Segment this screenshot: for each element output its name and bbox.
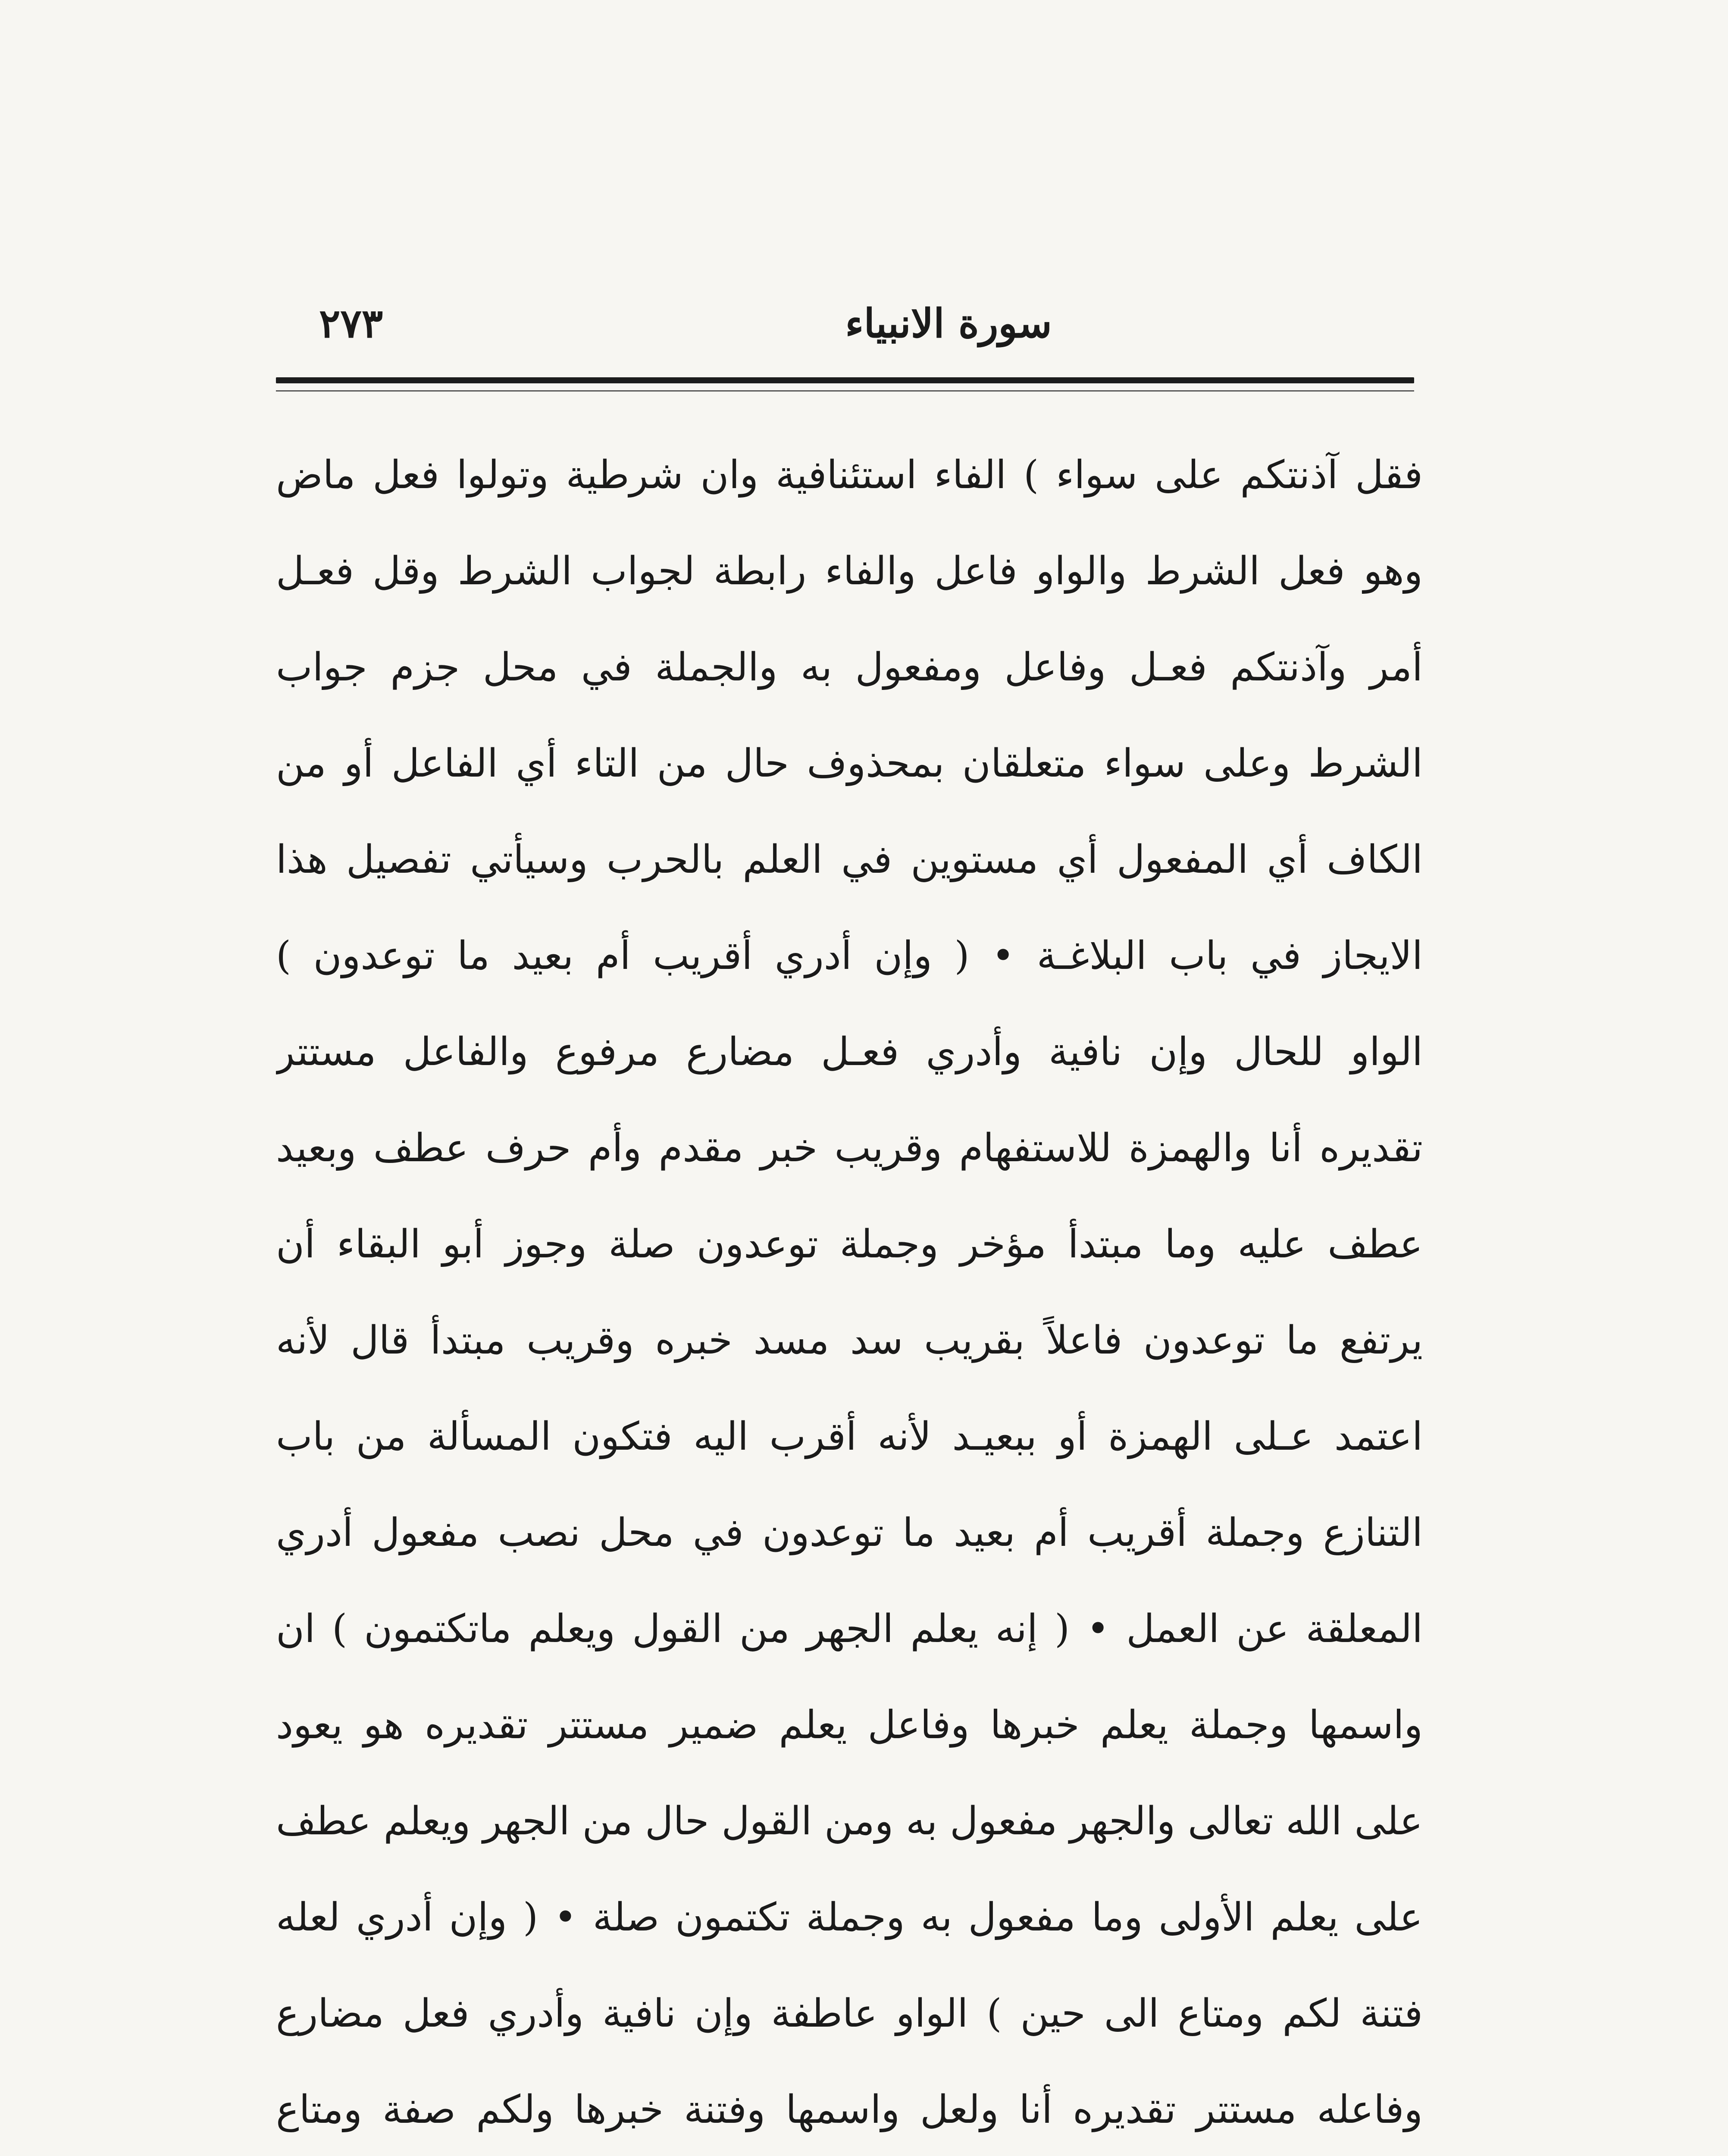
header-rule-thin — [276, 390, 1414, 392]
text-line: الكاف أي المفعول أي مستوين في العلم بالحرب وسيأتي تفصيل هذا — [276, 837, 1423, 882]
text-line: اعتمد عـلى الهمزة أو ببعيـد لأنه أقرب اليه فتكون المسألة من باب — [276, 1414, 1423, 1459]
text-line: فتنة لكم ومتاع الى حين ) الواو عاطفة وإن نافية وأدري فعل مضارع — [276, 1991, 1423, 2036]
body-text — [276, 427, 1423, 2156]
text-line: عطف عليه وما مبتدأ مؤخر وجملة توعدون صلة وجوز أبو البقاء أن — [276, 1222, 1423, 1267]
text-line: يرتفع ما توعدون فاعلاً بقريب سد مسد خبره وقريب مبتدأ قال لأنه — [276, 1318, 1423, 1363]
text-line: المعلقة عن العمل • ( إنه يعلم الجهر من القول ويعلم ماتكتمون ) ان — [276, 1606, 1423, 1651]
page-number: ٢٧٣ — [319, 300, 383, 347]
text-line: التنازع وجملة أقريب أم بعيد ما توعدون في محل نصب مفعول أدري — [276, 1510, 1423, 1555]
text-line: أمر وآذنتكم فعـل وفاعل ومفعول به والجملة في محل جزم جواب — [276, 645, 1423, 690]
text-line: فقل آذنتكم على سواء ) الفاء استئنافية وان شرطية وتولوا فعل ماض — [276, 452, 1423, 498]
text-line: على الله تعالى والجهر مفعول به ومن القول حال من الجهر ويعلم عطف — [276, 1799, 1423, 1844]
text-line: الواو للحال وإن نافية وأدري فعـل مضارع مرفوع والفاعل مستتر — [276, 1029, 1423, 1075]
page-header — [276, 293, 1423, 362]
surah-title: سورة الانبياء — [845, 300, 1052, 347]
text-line: واسمها وجملة يعلم خبرها وفاعل يعلم ضمير مستتر تقديره هو يعود — [276, 1702, 1423, 1748]
text-line: وهو فعل الشرط والواو فاعل والفاء رابطة لجواب الشرط وقل فعـل — [276, 548, 1423, 594]
text-line: وفاعله مستتر تقديره أنا ولعل واسمها وفتنة خبرها ولكم صفة ومتاع — [276, 2087, 1423, 2132]
text-line: الايجاز في باب البلاغـة • ( وإن أدري أقريب أم بعيد ما توعدون ) — [276, 933, 1423, 978]
text-line: تقديره أنا والهمزة للاستفهام وقريب خبر مقدم وأم حرف عطف وبعيد — [276, 1125, 1423, 1171]
text-line: الشرط وعلى سواء متعلقان بمحذوف حال من التاء أي الفاعل أو من — [276, 741, 1423, 786]
header-rule — [276, 377, 1414, 383]
text-line: على يعلم الأولى وما مفعول به وجملة تكتمون صلة • ( وإن أدري لعله — [276, 1895, 1423, 1940]
